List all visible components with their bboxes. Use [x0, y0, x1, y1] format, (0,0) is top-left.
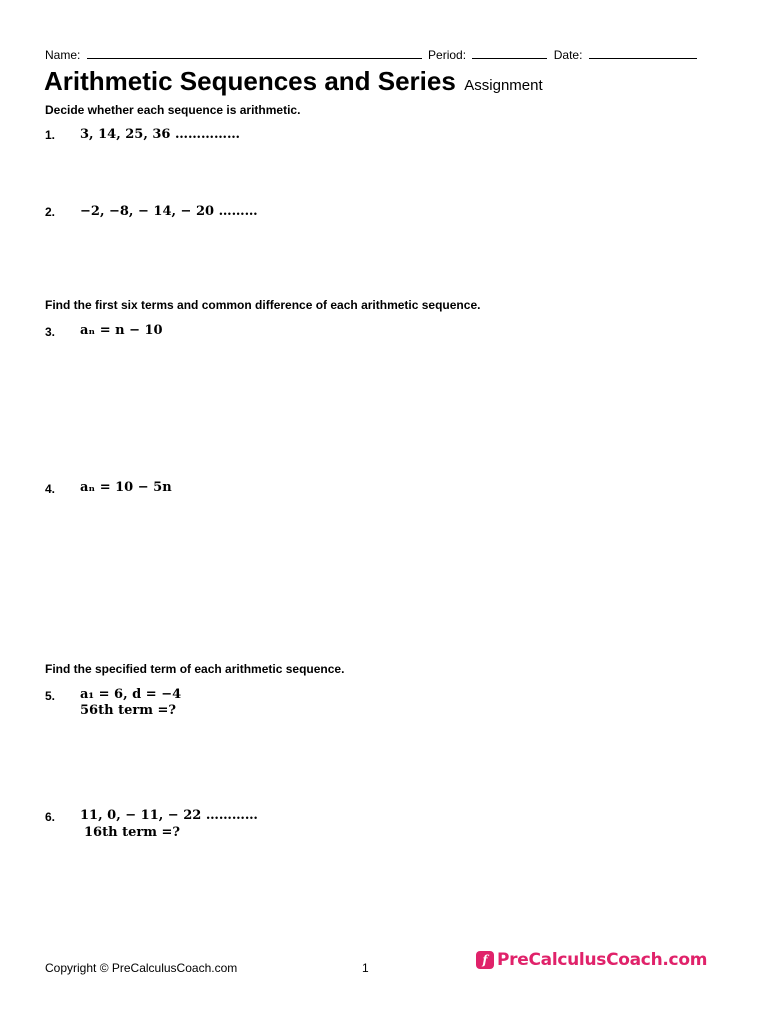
problem-target-term: 16th term =? [84, 825, 180, 840]
problem-expression: −2, −8, − 14, − 20 ……… [80, 204, 258, 219]
title-main: Arithmetic Sequences and Series [44, 66, 456, 96]
section-instruction: Decide whether each sequence is arithmetic. [45, 103, 301, 117]
problem-expression: 3, 14, 25, 36 …………… [80, 127, 240, 142]
page-number: 1 [362, 961, 369, 975]
logo-icon: f [476, 951, 494, 969]
page-title [44, 66, 543, 97]
problem-expression: aₙ = n − 10 [80, 323, 163, 338]
logo-text: PreCalculusCoach.com [497, 950, 708, 970]
copyright-notice: Copyright © PreCalculusCoach.com [45, 961, 238, 975]
header-fields [45, 46, 700, 62]
problem-number: 1. [45, 128, 56, 142]
name-label: Name: [45, 48, 81, 62]
date-blank [589, 46, 697, 59]
title-sub: Assignment [464, 77, 543, 94]
problem-expression: 11, 0, − 11, − 22 ………… [80, 808, 258, 823]
problem-number: 2. [45, 205, 56, 219]
problem-target-term: 56th term =? [80, 703, 176, 718]
date-label: Date: [553, 48, 583, 62]
period-label: Period: [428, 48, 467, 62]
period-blank [472, 46, 547, 59]
problem-expression: aₙ = 10 − 5n [80, 480, 172, 495]
name-blank [87, 46, 422, 59]
section-instruction: Find the specified term of each arithmetic sequence. [45, 662, 345, 676]
section-instruction: Find the first six terms and common difference of each arithmetic sequence. [45, 298, 481, 312]
problem-number: 3. [45, 325, 56, 339]
problem-number: 6. [45, 810, 56, 824]
problem-expression: a₁ = 6, d = −4 [80, 687, 182, 702]
problem-number: 5. [45, 689, 56, 703]
problem-number: 4. [45, 482, 56, 496]
brand-logo[interactable] [476, 950, 707, 970]
